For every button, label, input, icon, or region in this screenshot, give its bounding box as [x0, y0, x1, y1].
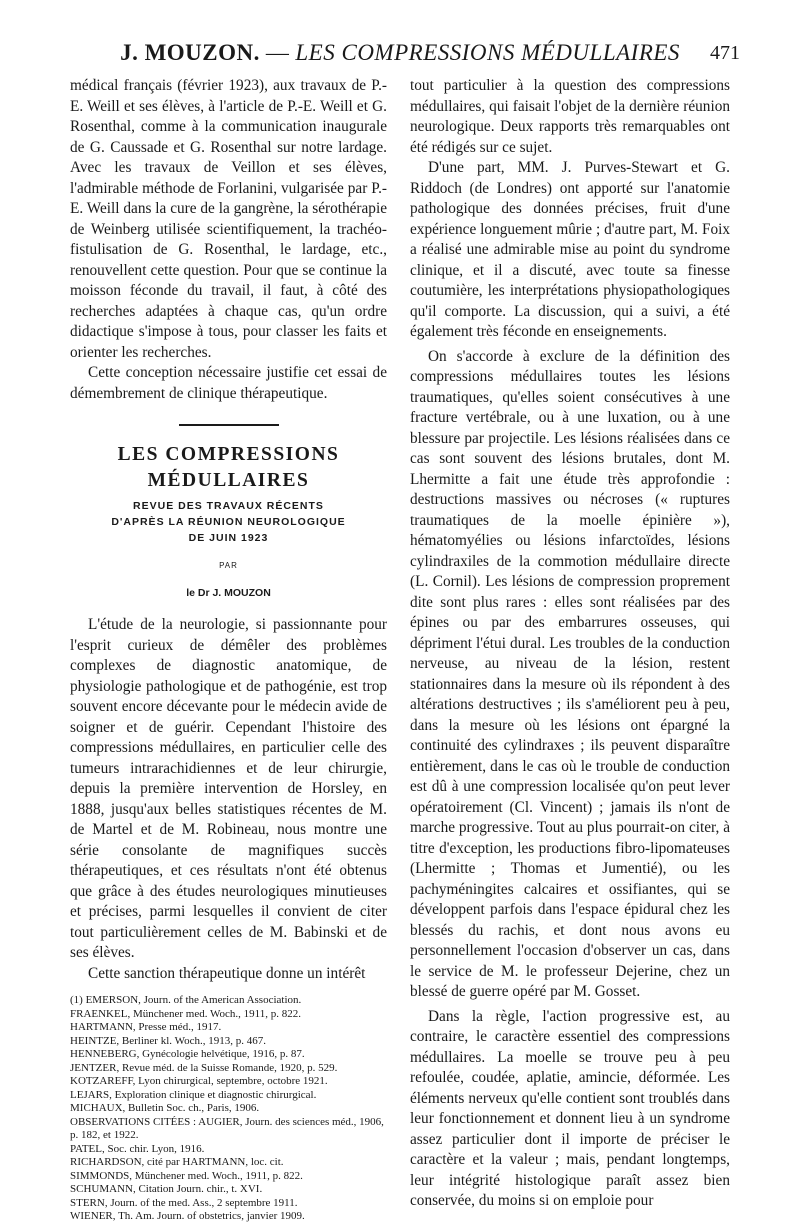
article-title-line: MÉDULLAIRES: [147, 470, 310, 491]
article-title: [70, 442, 387, 494]
footnote: SCHUMANN, Citation Journ. chir., t. XVI.: [70, 1183, 263, 1195]
running-title: [60, 40, 740, 66]
paragraph: D'une part, MM. J. Purves-Stewart et G. Riddoch (de Londres) ont apporté sur l'anatomie pathologique des données précises, fruit d'une expérience longuement mûrie ; d'autre part, M. Foix a réalisé une admirable mise au point du syndrome clinique, et il a discuté, avec toute sa finesse coutumière, les interprétations physiopathologiques qu'il comporte. La discussion, qui a suivi, a été également très féconde en enseignements.: [410, 159, 730, 340]
footnote: WIENER, Th. Am. Journ. of obstetrics, janvier 1909.: [70, 1210, 305, 1222]
paragraph: L'étude de la neurologie, si passionnante pour l'esprit curieux de démêler des problèmes complexes de diagnostic anatomique, de physiologie pathologique et de pathogénie, est trop souvent encore décevante pour le médecin avide de soigner et de guérir. Cependant l'histoire des compressions médullaires, en particulier celle des tumeurs intrarachidiennes et de leur chirurgie, depuis la première intervention de Horsley, en 1888, jusqu'aux belles statistiques récentes de M. de Martel et de M. Robineau, nous montre une série consolante de magnifiques succès thérapeutiques, et ces résultats n'ont été obtenus que grâce à des études neurologiques minutieuses et précises, parmi lesquelles il convient de citer tout particulièrement celles de M. Babinski et de ses élèves.: [70, 616, 387, 961]
footnote: HARTMANN, Presse méd., 1917.: [70, 1021, 222, 1033]
paragraph: Cette conception nécessaire justifie cet essai de démembrement de clinique thérapeutique.: [70, 364, 387, 402]
article-author: le Dr J. MOUZON: [186, 586, 271, 599]
footnote: STERN, Journ. of the med. Ass., 2 septembre 1911.: [70, 1196, 298, 1209]
running-title-subject: LES COMPRESSIONS MÉDULLAIRES: [295, 40, 680, 65]
footnote: KOTZAREFF, Lyon chirurgical, septembre, octobre 1921.: [70, 1075, 328, 1087]
paragraph: médical français (février 1923), aux travaux de P.-E. Weill et ses élèves, à l'article de P.-E. Weill et G. Rosenthal, comme à la communication inaugurale de G. Caussade et G. Rosenthal sur notre lardage. Avec les travaux de Veillon et ses élèves, l'admirable méthode de Forlanini, vulgarisée par P.-E. Weill dans la cure de la gangrène, la sérothérapie de Weinberg utilisée scientifiquement, la trachéo-fistulisation de G. Rosenthal, le lardage, etc., renouvellent cette question. Pour que se continue la moisson féconde du travail, il faut, à côté des recherches adaptées à chaque cas, qu'un ordre didactique s'impose à tous, pour classer les faits et orienter les recherches.: [70, 77, 387, 361]
footnote: OBSERVATIONS CITÉES : AUGIER, Journ. des sciences méd., 1906, p. 182, et 1922.: [70, 1115, 384, 1141]
article-subtitle-line: DE JUIN 1923: [188, 532, 269, 544]
footnotes: [70, 990, 387, 1224]
footnote: MICHAUX, Bulletin Soc. ch., Paris, 1906.: [70, 1102, 260, 1114]
footnote: HENNEBERG, Gynécologie helvétique, 1916, p. 87.: [70, 1048, 305, 1060]
paragraph: Dans la règle, l'action progressive est, au contraire, le caractère essentiel des compressions médullaires. La moelle se trouve peu à peu refoulée, coudée, aplatie, amincie, déformée. Les éléments nerveux qu'elle contient sont troublés dans leur fonctionnement et donnent lieu à un syndrome assez particulier dont il importe de préciser le caractère et la valeur ; mais, pendant longtemps, leur intégrité histologique paraît assez bien conservée, du moins si on emploie pour: [410, 1007, 730, 1209]
running-title-author: J. MOUZON.: [120, 40, 260, 65]
page-number: 471: [710, 42, 740, 64]
left-column: [70, 76, 387, 1224]
section-divider: [179, 424, 279, 426]
article-subtitle-line: REVUE DES TRAVAUX RÉCENTS: [133, 500, 324, 512]
footnote: LEJARS, Exploration clinique et diagnostic chirurgical.: [70, 1088, 317, 1101]
by-line: PAR: [219, 561, 238, 570]
article-title-line: LES COMPRESSIONS: [117, 444, 340, 465]
running-title-separator: —: [265, 40, 290, 65]
footnote: (1) EMERSON, Journ. of the American Association.: [70, 994, 302, 1006]
footnote: JENTZER, Revue méd. de la Suisse Romande, 1920, p. 529.: [70, 1061, 338, 1074]
footnote: RICHARDSON, cité par HARTMANN, loc. cit.: [70, 1156, 284, 1168]
article-subtitle: [70, 498, 387, 546]
paragraph: tout particulier à la question des compressions médullaires, qui faisait l'objet de la dernière réunion neurologique. Deux rapports très remarquables ont été rédigés sur ce sujet.: [410, 77, 730, 156]
page-header: [60, 40, 740, 70]
footnote: HEINTZE, Berliner kl. Woch., 1913, p. 467.: [70, 1034, 266, 1047]
right-column: [410, 76, 730, 1212]
footnote: FRAENKEL, Münchener med. Woch., 1911, p. 822.: [70, 1007, 301, 1020]
paragraph: On s'accorde à exclure de la définition des compressions médullaires toutes les lésions traumatiques, qu'elles soient consécutives à une fracture vertébrale, ou à une luxation, ou à une blessure par projectile. Les lésions réalisées dans ce cas sont souvent des lésions brutales, dont M. Lhermitte a fait une étude très approfondie : destructions massives ou nécroses (« ruptures traumatiques de la moelle épinière »), hématomyélies ou lésions infarctoïdes, lésions cylindraxiles de la commotion médullaire directe (L. Cornil). Les lésions de compression proprement dite sont plus rares : elles sont réalisées par des épines ou par des embarrures osseuses, qui dépriment l'étui dural. Les troubles de la conduction nerveuse, au niveau de la lésion, restent stationnaires dans la mesure où ils répondent à des altérations destructives ; ils s'améliorent peu à peu, dans la mesure où les lésions ont épargné la continuité des cylindraxes ; ils peuvent disparaître entièrement, dans le cas où le trouble de conduction est dû à une compression localisée qu'on peut lever opératoirement (Cl. Vincent) ; jamais ils n'ont de marche progressive. Tout au plus pourrait-on citer, à titre d'exception, les productions fibro-lipomateuses (Lhermitte ; Thomas et Jumentié), ou les pachyméningites calcaires et ossifiantes, qui se développent parfois dans l'espace épidural chez les blessés du rachis, et dont nous avons eu personnellement l'occasion d'observer un cas, dans le service de M. le professeur Dejerine, chez un blessé de guerre opéré par M. Gosset.: [410, 347, 730, 1000]
article-subtitle-line: D'APRÈS LA RÉUNION NEUROLOGIQUE: [111, 516, 346, 528]
paragraph: Cette sanction thérapeutique donne un intérêt: [88, 964, 366, 982]
footnote: SIMMONDS, Münchener med. Woch., 1911, p. 822.: [70, 1169, 303, 1182]
footnote: PATEL, Soc. chir. Lyon, 1916.: [70, 1142, 205, 1155]
